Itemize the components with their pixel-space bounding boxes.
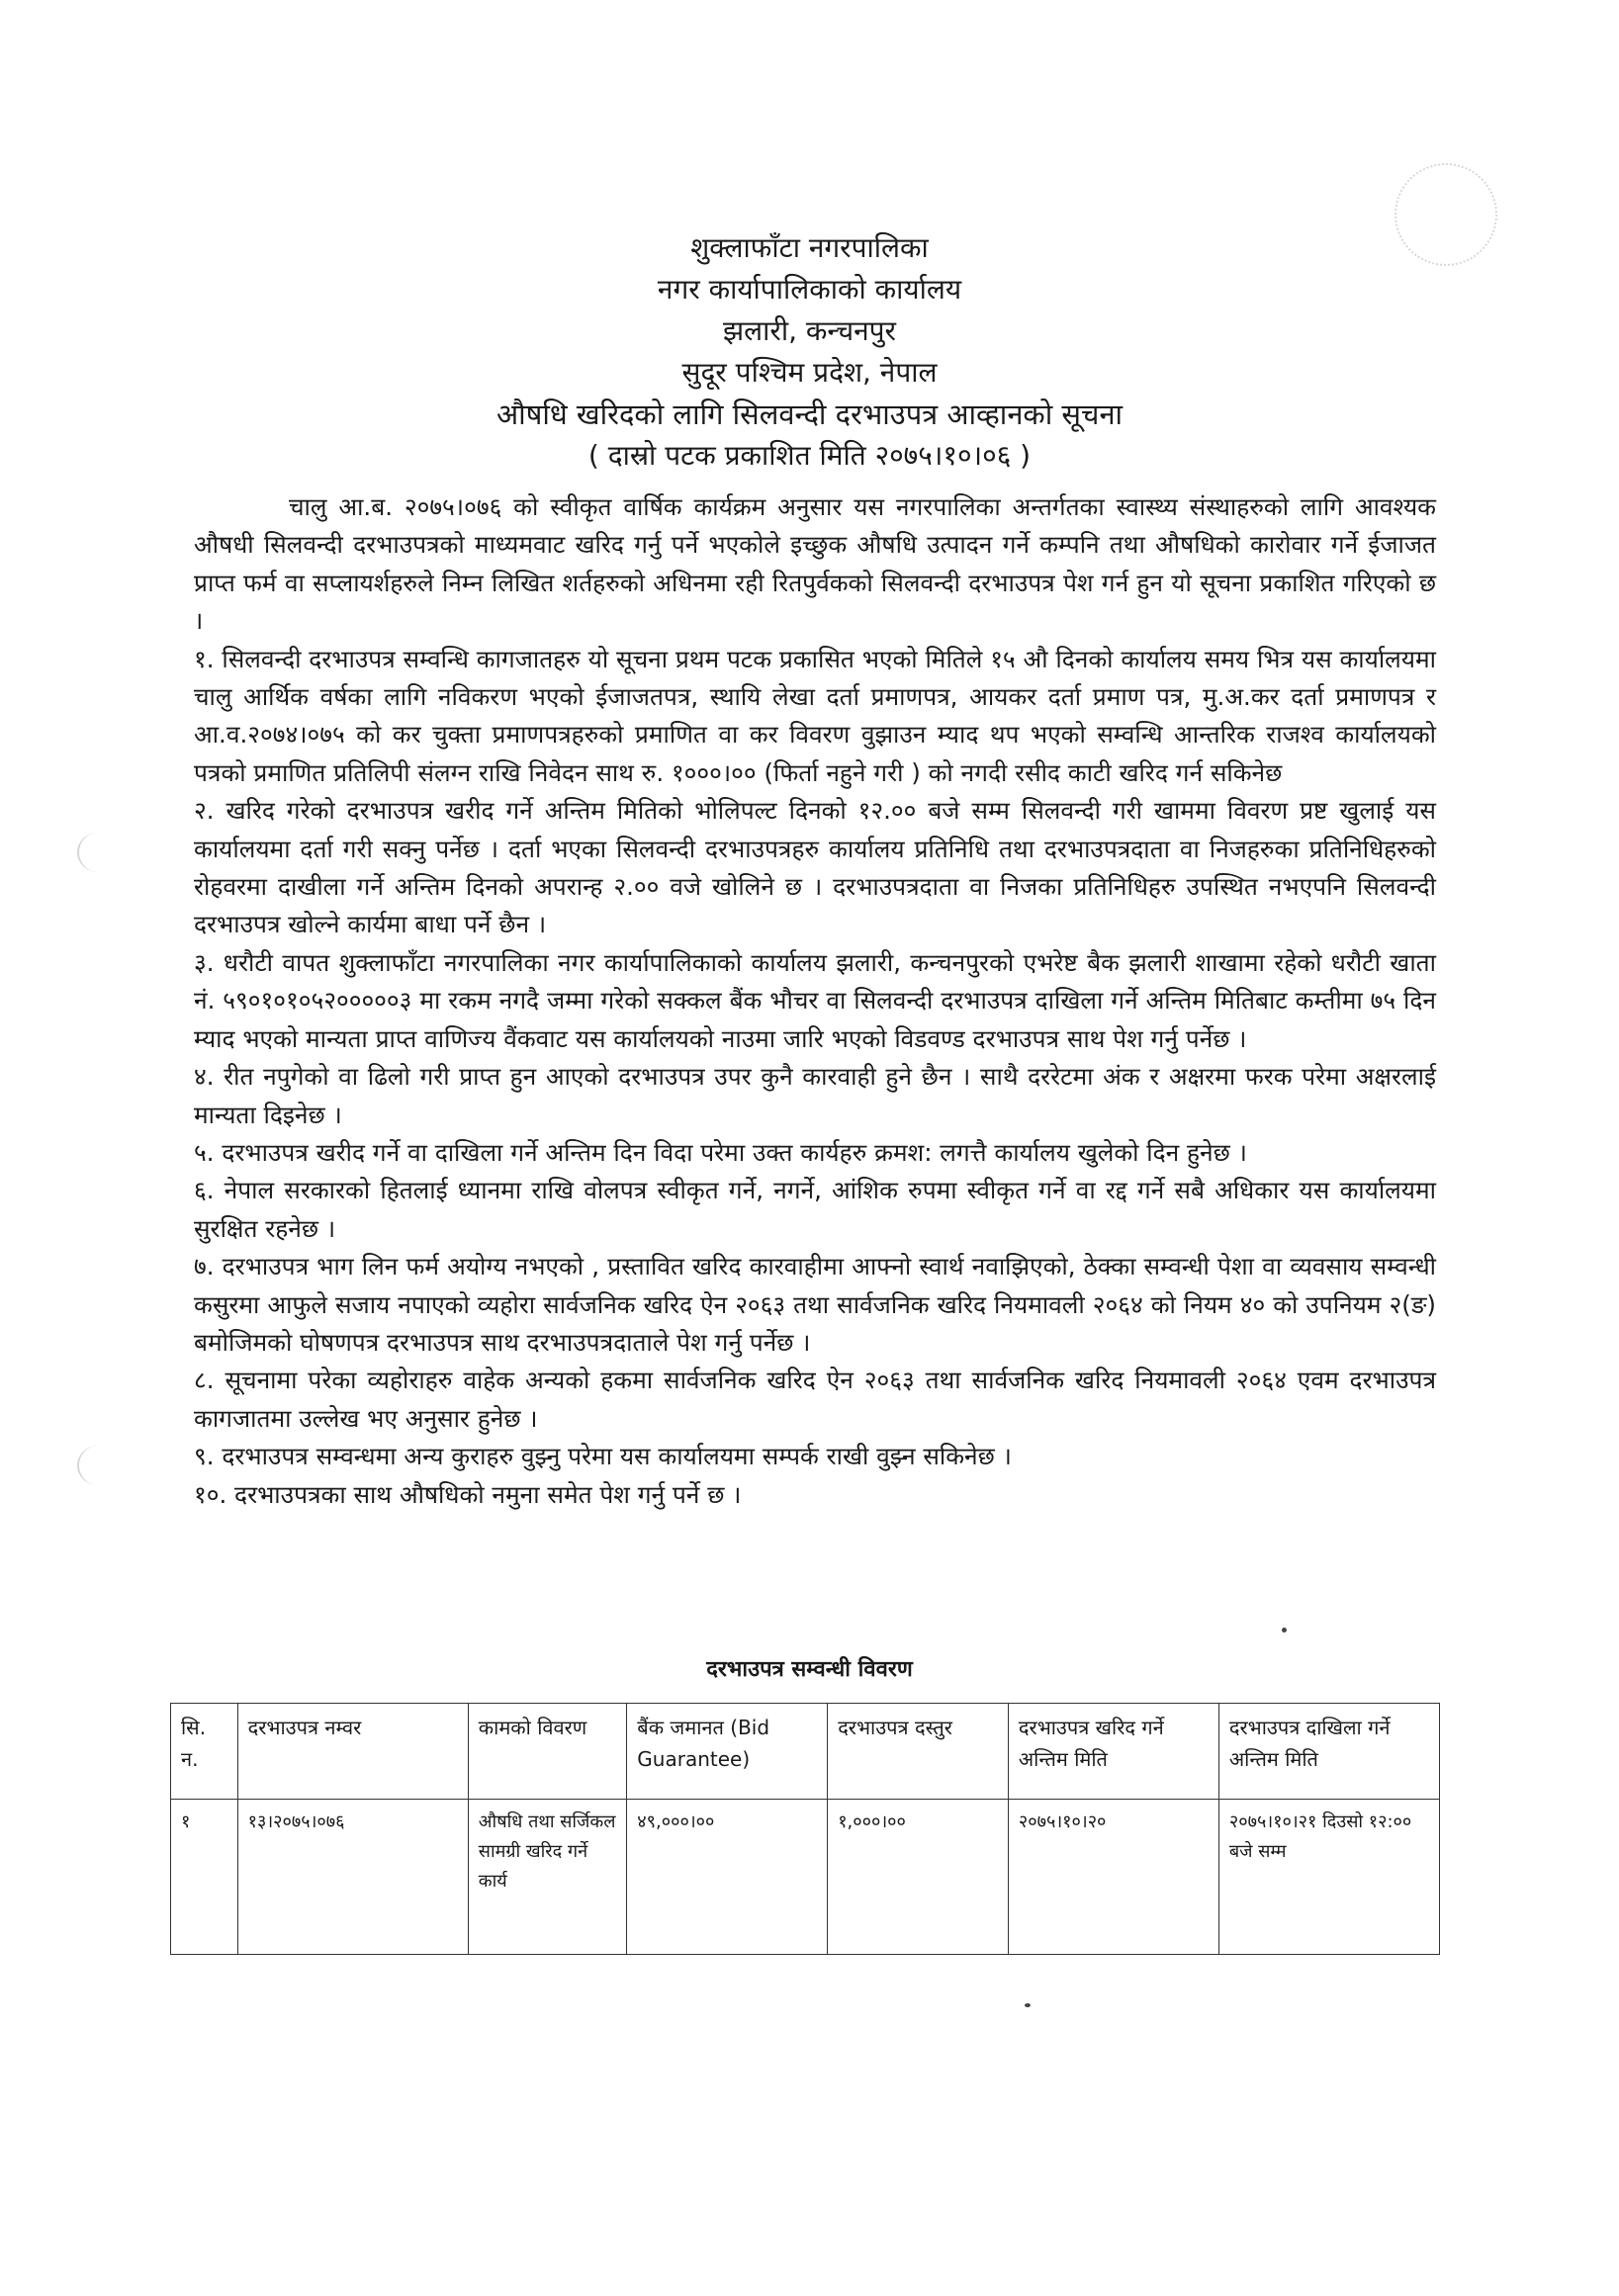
notice-header [0, 227, 1619, 477]
notice-body [194, 488, 1436, 1514]
header-serial: सि. न. [171, 1704, 238, 1800]
publication-date: ( दास्रो पटक प्रकाशित मिति २०७५।१०।०६ ) [587, 439, 1032, 472]
clause-1: १. सिलवन्दी दरभाउपत्र सम्वन्धि कागजातहरु यो सूचना प्रथम पटक प्रकासित भएको मितिले १५ औ दिनको कार्यालय समय भित्र यस कार्यालयमा चालु आर्थिक वर्षका लागि नविकरण भएको ईजाजतपत्र, स्थायि लेखा दर्ता प्रमाणपत्र, आयकर दर्ता प्रमाण पत्र, मु.अ.कर दर्ता प्रमाणपत्र र आ.व.२०७४।०७५ को कर चुक्ता प्रमाणपत्रहरुको प्रमाणित वा कर विवरण वुझाउन म्याद थप भएको सम्वन्धि आन्तरिक राजश्व कार्यालयको पत्रको प्रमाणित प्रतिलिपी संलग्न राखि निवेदन साथ रु. १०००।०० (फिर्ता नहुने गरी ) को नगदी रसीद काटी खरिद गर्न सकिनेछ [194, 644, 1436, 787]
clause-10: १०. दरभाउपत्रका साथ औषधिको नमुना समेत पेश गर्नु पर्ने छ । [194, 1479, 742, 1509]
header-purchase-deadline: दरभाउपत्र खरिद गर्ने अन्तिम मिति [1008, 1704, 1218, 1800]
table-row [171, 1800, 1440, 1955]
header-bid-number: दरभाउपत्र नम्वर [237, 1704, 468, 1800]
office-location: झलारी, कन्चनपुर [723, 314, 896, 347]
header-bid-fee: दरभाउपत्र दस्तुर [828, 1704, 1009, 1800]
cell-work-description: औषधि तथा सर्जिकल सामग्री खरिद गर्ने कार्य [468, 1800, 627, 1955]
cell-purchase-deadline: २०७५।१०।२० [1008, 1800, 1218, 1955]
clause-9: ९. दरभाउपत्र सम्वन्धमा अन्य कुराहरु वुझ्नु परेमा यस कार्यालयमा सम्पर्क राखी वुझ्न सकिनेछ । [194, 1442, 1012, 1471]
punch-hole-mark [77, 1446, 119, 1485]
table-header-row [171, 1704, 1440, 1800]
clause-2: २. खरिद गरेको दरभाउपत्र खरीद गर्ने अन्तिम मितिको भोलिपल्ट दिनको १२.०० बजे सम्म सिलवन्दी गरी खाममा विवरण प्रष्ट खुलाई यस कार्यालयमा दर्ता गरी सक्नु पर्नेछ । दर्ता भएका सिलवन्दी दरभाउपत्रहरु कार्यालय प्रतिनिधि तथा दरभाउपत्रदाता वा निजहरुका प्रतिनिधिहरुको रोहवरमा दाखीला गर्ने अन्तिम दिनको अपरान्ह २.०० वजे खोलिने छ । दरभाउपत्रदाता वा निजका प्रतिनिधिहरु उपस्थित नभएपनि सिलवन्दी दरभाउपत्र खोल्ने कार्यमा बाधा पर्ने छैन । [194, 796, 1436, 939]
scan-speck [1282, 1628, 1287, 1633]
office-name: नगर कार्यापालिकाको कार्यालय [657, 273, 962, 306]
table-title: दरभाउपत्र सम्वन्धी विवरण [706, 1657, 913, 1682]
cell-serial: १ [171, 1800, 238, 1955]
clause-7: ७. दरभाउपत्र भाग लिन फर्म अयोग्य नभएको , प्रस्तावित खरिद कारवाहीमा आफ्नो स्वार्थ नवाझिएको, ठेक्का सम्वन्धी पेशा वा व्यवसाय सम्वन्धी कसुरमा आफुले सजाय नपाएको व्यहोरा सार्वजनिक खरिद ऐन २०६३ तथा सार्वजनिक खरिद नियमावली २०६४ को नियम ४० को उपनियम २(ङ) बमोजिमको घोषणपत्र दरभाउपत्र साथ दरभाउपत्रदाताले पेश गर्नु पर्नेछ । [194, 1252, 1436, 1357]
clause-5: ५. दरभाउपत्र खरीद गर्ने वा दाखिला गर्ने अन्तिम दिन विदा परेमा उक्त कार्यहरु क्रमश: लगत्तै कार्यालय खुलेको दिन हुनेछ । [194, 1137, 1247, 1167]
clause-8: ८. सूचनामा परेका व्यहोराहरु वाहेक अन्यको हकमा सार्वजनिक खरिद ऐन २०६३ तथा सार्वजनिक खरिद नियमावली २०६४ एवम दरभाउपत्र कागजातमा उल्लेख भए अनुसार हुनेछ । [194, 1366, 1436, 1433]
header-work-description: कामको विवरण [468, 1704, 627, 1800]
province-country: सुदूर पश्चिम प्रदेश, नेपाल [681, 356, 938, 389]
header-submission-deadline: दरभाउपत्र दाखिला गर्ने अन्तिम मिति [1218, 1704, 1439, 1800]
intro-paragraph: चालु आ.ब. २०७५।०७६ को स्वीकृत वार्षिक कार्यक्रम अनुसार यस नगरपालिका अन्तर्गतका स्वास्थ्य संस्थाहरुको लागि आवश्यक औषधी सिलवन्दी दरभाउपत्रको माध्यमवाट खरिद गर्नु पर्ने भएकोले इच्छुक औषधि उत्पादन गर्ने कम्पनि तथा औषधिको कारोवार गर्ने ईजाजत प्राप्त फर्म वा सप्लायर्शहरुले निम्न लिखित शर्तहरुको अधिनमा रही रितपुर्वकको सिलवन्दी दरभाउपत्र पेश गर्न हुन यो सूचना प्रकाशित गरिएको छ । [194, 492, 1436, 636]
clause-6: ६. नेपाल सरकारको हितलाई ध्यानमा राखि वोलपत्र स्वीकृत गर्ने, नगर्ने, आंशिक रुपमा स्वीकृत गर्ने वा रद्द गर्ने सबै अधिकार यस कार्यालयमा सुरक्षित रहनेछ । [194, 1176, 1436, 1243]
cell-submission-deadline: २०७५।१०।२१ दिउसो १२:०० बजे सम्म [1218, 1800, 1439, 1955]
municipality-name: शुक्लाफाँटा नगरपालिका [690, 231, 929, 264]
cell-bid-fee: १,०००।०० [828, 1800, 1009, 1955]
notice-title: औषधि खरिदको लागि सिलवन्दी दरभाउपत्र आव्हानको सूचना [495, 397, 1124, 431]
scan-speck [1025, 2003, 1031, 2007]
cell-bid-number: १३।२०७५।०७६ [237, 1800, 468, 1955]
clause-3: ३. धरौटी वापत शुक्लाफाँटा नगरपालिका नगर कार्यापालिकाको कार्यालय झलारी, कन्चनपुरको एभरेष्ट बैक झलारी शाखामा रहेको धरौटी खाता नं. ५९०१०१०५२०००००३ मा रकम नगदै जम्मा गरेको सक्कल बैंक भौचर वा सिलवन्दी दरभाउपत्र दाखिला गर्ने अन्तिम मितिबाट कम्तीमा ७५ दिन म्याद भएको मान्यता प्राप्त वाणिज्य वैंकवाट यस कार्यालयको नाउमा जारि भएको विडवण्ड दरभाउपत्र साथ पेश गर्नु पर्नेछ । [194, 947, 1436, 1053]
bid-details-table [170, 1703, 1440, 1955]
header-bid-guarantee: बैंक जमानत (Bid Guarantee) [627, 1704, 828, 1800]
punch-hole-mark [77, 833, 119, 872]
cell-bid-guarantee: ४९,०००।०० [627, 1800, 828, 1955]
clause-4: ४. रीत नपुगेको वा ढिलो गरी प्राप्त हुन आएको दरभाउपत्र उपर कुनै कारवाही हुने छैन । साथै दररेटमा अंक र अक्षरमा फरक परेमा अक्षरलाई मान्यता दिइनेछ । [194, 1062, 1436, 1129]
